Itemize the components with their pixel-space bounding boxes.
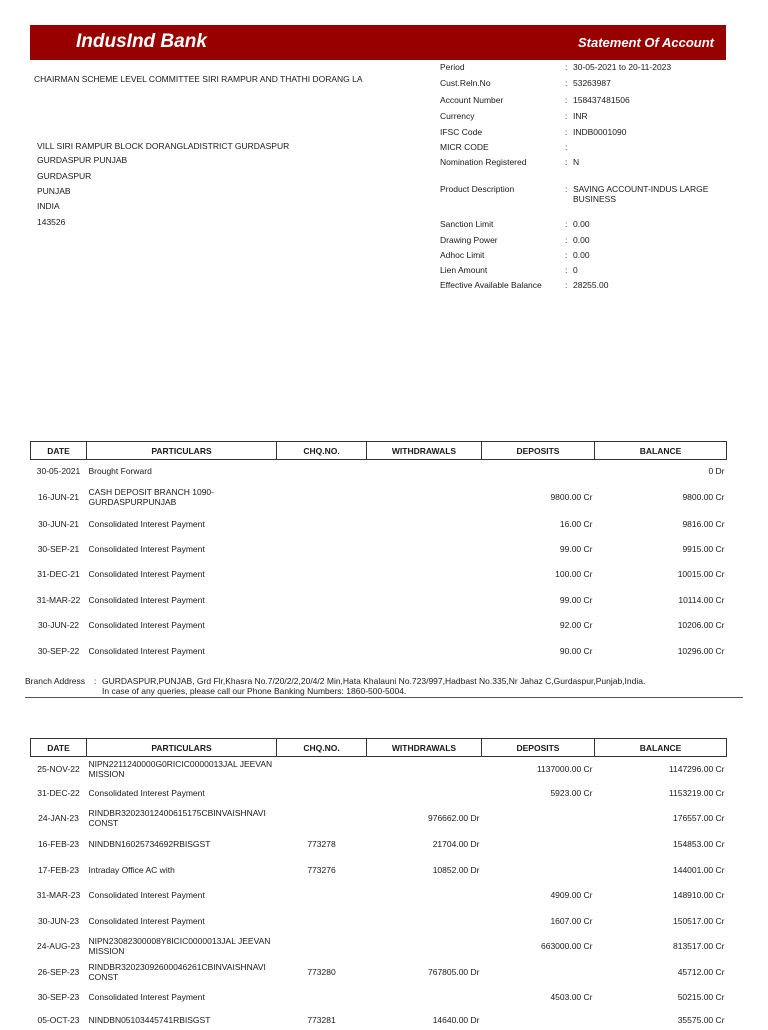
cell-chq-no: 773276 xyxy=(307,865,336,875)
cell-chq-no xyxy=(277,806,367,831)
cell-date: 31-MAR-22 xyxy=(36,594,81,605)
table-row xyxy=(31,512,727,537)
cell-deposit: 99.00 Cr xyxy=(559,594,593,605)
table-row xyxy=(31,985,727,1010)
cell-particulars: Brought Forward xyxy=(88,465,152,476)
cell-balance: 150517.00 Cr xyxy=(672,915,725,926)
table-row xyxy=(31,781,727,806)
column-header-withdrawals: WITHDRAWALS xyxy=(367,739,482,757)
cell-deposit: 4909.00 Cr xyxy=(550,890,593,900)
cell-chq-no xyxy=(277,587,367,613)
info-value: 0.00 xyxy=(573,250,590,260)
cell-date: 30-05-2021 xyxy=(36,465,81,476)
cell-date: 17-FEB-23 xyxy=(37,865,80,875)
cell-balance: 10206.00 Cr xyxy=(677,620,725,630)
cell-deposit: 90.00 Cr xyxy=(559,646,593,656)
info-value: 30-05-2021 to 20-11-2023 xyxy=(573,62,672,72)
cell-date: 25-NOV-22 xyxy=(37,763,80,774)
table-header-row xyxy=(31,739,727,757)
cell-balance: 0 Dr xyxy=(708,465,725,476)
cell-date: 26-SEP-23 xyxy=(37,966,80,977)
cell-date: 30-JUN-23 xyxy=(37,915,80,926)
cell-particulars: Consolidated Interest Payment xyxy=(88,915,205,926)
cell-balance: 1153219.00 Cr xyxy=(668,788,725,798)
info-label: IFSC Code xyxy=(440,127,483,137)
cell-withdrawal: 767805.00 Dr xyxy=(427,966,480,977)
cell-withdrawal: 21704.00 Dr xyxy=(432,839,480,849)
cell-balance: 45712.00 Cr xyxy=(677,966,725,977)
cell-balance: 10114.00 Cr xyxy=(678,594,725,605)
cell-chq-no xyxy=(277,537,367,562)
column-header-chq-no: CHQ.NO. xyxy=(277,442,367,460)
cell-deposit: 99.00 Cr xyxy=(559,544,593,554)
cell-balance: 9800.00 Cr xyxy=(682,491,725,502)
cell-withdrawal xyxy=(367,587,482,613)
table-row xyxy=(31,537,727,562)
cell-date: 31-MAR-23 xyxy=(36,890,81,900)
info-value: 0.00 xyxy=(573,219,590,229)
cell-date: 05-OCT-23 xyxy=(37,1014,80,1025)
cell-chq-no xyxy=(277,482,367,512)
table-row xyxy=(31,959,727,985)
branch-address-label: Branch Address xyxy=(25,676,86,686)
cell-balance: 50215.00 Cr xyxy=(677,992,725,1002)
cell-deposit: 100.00 Cr xyxy=(555,569,593,579)
document-title: Statement Of Account xyxy=(577,35,714,50)
cell-deposit xyxy=(482,858,595,883)
cell-balance: 10015.00 Cr xyxy=(677,569,725,579)
column-header-particulars: PARTICULARS xyxy=(87,739,277,757)
table-row xyxy=(31,806,727,831)
info-label: Currency xyxy=(440,111,475,121)
cell-withdrawal xyxy=(367,781,482,806)
cell-chq-no xyxy=(277,934,367,959)
info-value: INR xyxy=(573,111,588,121)
holder-address-line: GURDASPUR xyxy=(37,171,92,181)
cell-particulars: RINDBR32023092600046261CBINVAISHNAVI CONST xyxy=(88,961,266,982)
cell-withdrawal: 976662.00 Dr xyxy=(427,813,480,823)
cell-chq-no xyxy=(277,613,367,638)
cell-deposit xyxy=(482,959,595,985)
cell-chq-no: 773280 xyxy=(307,966,336,977)
cell-chq-no: 773281 xyxy=(307,1014,336,1025)
holder-address-line: GURDASPUR PUNJAB xyxy=(37,155,128,165)
cell-particulars: RINDBR32023012400615175CBINVAISHNAVI CONST xyxy=(88,808,266,828)
table-row xyxy=(31,858,727,883)
cell-particulars: NIPN23082300008Y8ICIC0000013JAL JEEVAN MISSION xyxy=(88,936,271,956)
info-value: 28255.00 xyxy=(573,280,609,290)
cell-particulars: NINDBN16025734692RBISGST xyxy=(88,839,211,849)
cell-date: 30-JUN-22 xyxy=(37,620,80,630)
cell-particulars: Consolidated Interest Payment xyxy=(88,992,205,1002)
cell-balance: 144001.00 Cr xyxy=(672,865,725,875)
table-row xyxy=(31,562,727,587)
info-label: Account Number xyxy=(440,95,504,105)
cell-withdrawal xyxy=(367,512,482,537)
info-label: Nomination Registered xyxy=(440,157,527,167)
cell-balance: 1147296.00 Cr xyxy=(668,763,725,774)
cell-chq-no xyxy=(277,562,367,587)
cell-withdrawal xyxy=(367,460,482,482)
holder-address-line: INDIA xyxy=(37,201,60,211)
info-label: Period xyxy=(440,62,465,72)
cell-date: 30-SEP-23 xyxy=(37,992,80,1002)
cell-particulars: Consolidated Interest Payment xyxy=(88,594,205,605)
cell-chq-no xyxy=(277,781,367,806)
cell-deposit xyxy=(482,806,595,831)
holder-address-line: VILL SIRI RAMPUR BLOCK DORANGLADISTRICT GURDASPUR xyxy=(37,141,290,151)
info-label: Cust.Reln.No xyxy=(440,78,491,88)
cell-deposit xyxy=(482,831,595,858)
holder-address-line: PUNJAB xyxy=(37,186,71,196)
info-label: Effective Available Balance xyxy=(440,280,542,290)
cell-chq-no xyxy=(277,985,367,1010)
cell-particulars: NIPN2211240000G0RICIC0000013JAL JEEVAN MISSION xyxy=(88,758,273,779)
cell-balance: 9915.00 Cr xyxy=(682,544,725,554)
cell-withdrawal xyxy=(367,908,482,934)
cell-chq-no: 773278 xyxy=(307,839,336,849)
table-header-row xyxy=(31,442,727,460)
cell-withdrawal xyxy=(367,638,482,665)
cell-particulars: Consolidated Interest Payment xyxy=(88,544,205,554)
cell-deposit xyxy=(482,1010,595,1030)
cell-chq-no xyxy=(277,460,367,482)
cell-chq-no xyxy=(277,883,367,908)
info-value: SAVING ACCOUNT-INDUS LARGE BUSINESS xyxy=(573,184,709,204)
cell-chq-no xyxy=(277,638,367,665)
table-row xyxy=(31,613,727,638)
cell-deposit: 9800.00 Cr xyxy=(550,491,593,502)
transactions-table xyxy=(30,441,727,665)
statement-header-bar xyxy=(30,25,726,60)
column-header-balance: BALANCE xyxy=(595,739,727,757)
cell-withdrawal xyxy=(367,482,482,512)
cell-date: 30-SEP-22 xyxy=(37,646,80,656)
table-row xyxy=(31,831,727,858)
cell-withdrawal xyxy=(367,934,482,959)
cell-particulars: Consolidated Interest Payment xyxy=(88,620,205,630)
cell-balance: 176557.00 Cr xyxy=(672,813,725,823)
cell-date: 24-AUG-23 xyxy=(37,941,80,951)
cell-balance: 35575.00 Cr xyxy=(677,1014,725,1025)
cell-deposit: 663000.00 Cr xyxy=(540,941,593,951)
cell-particulars: CASH DEPOSIT BRANCH 1090-GURDASPURPUNJAB xyxy=(88,486,214,507)
cell-deposit: 4503.00 Cr xyxy=(550,992,593,1002)
table-row xyxy=(31,482,727,512)
cell-particulars: Consolidated Interest Payment xyxy=(88,646,205,656)
cell-balance: 9816.00 Cr xyxy=(682,519,725,529)
info-label: MICR CODE xyxy=(440,142,489,152)
column-header-balance: BALANCE xyxy=(595,442,727,460)
holder-address-line: 143526 xyxy=(37,217,66,227)
account-holder-name: CHAIRMAN SCHEME LEVEL COMMITTEE SIRI RAMPUR AND THATHI DORANG LA xyxy=(34,74,363,84)
phone-banking-note: In case of any queries, please call our Phone Banking Numbers: 1860-500-5004. xyxy=(102,686,407,696)
info-value: INDB0001090 xyxy=(573,127,627,137)
cell-chq-no xyxy=(277,908,367,934)
info-value: 0 xyxy=(573,265,578,275)
cell-balance: 10296.00 Cr xyxy=(677,646,725,656)
info-label: Product Description xyxy=(440,184,515,194)
cell-withdrawal xyxy=(367,562,482,587)
cell-balance: 154853.00 Cr xyxy=(672,839,725,849)
cell-particulars: Consolidated Interest Payment xyxy=(88,569,205,579)
cell-withdrawal xyxy=(367,613,482,638)
cell-date: 31-DEC-21 xyxy=(37,569,80,579)
info-value: 0.00 xyxy=(573,235,590,245)
cell-deposit xyxy=(482,460,595,482)
cell-date: 16-JUN-21 xyxy=(37,491,80,502)
cell-deposit: 1607.00 Cr xyxy=(550,915,593,926)
cell-balance: 813517.00 Cr xyxy=(672,941,725,951)
table-row xyxy=(31,1010,727,1030)
table-row xyxy=(31,908,727,934)
cell-date: 30-SEP-21 xyxy=(37,544,80,554)
cell-withdrawal: 10852.00 Dr xyxy=(432,865,480,875)
info-label: Adhoc Limit xyxy=(440,250,485,260)
table-row xyxy=(31,587,727,613)
table-row xyxy=(31,638,727,665)
cell-deposit: 92.00 Cr xyxy=(559,620,593,630)
info-value: 53263987 xyxy=(573,78,611,88)
column-header-particulars: PARTICULARS xyxy=(87,442,277,460)
info-label: Sanction Limit xyxy=(440,219,494,229)
cell-chq-no xyxy=(277,512,367,537)
column-header-date: DATE xyxy=(31,442,87,460)
cell-particulars: Consolidated Interest Payment xyxy=(88,788,205,798)
cell-withdrawal xyxy=(367,537,482,562)
cell-date: 24-JAN-23 xyxy=(38,813,79,823)
cell-chq-no xyxy=(277,757,367,781)
table-row xyxy=(31,934,727,959)
bank-name: IndusInd Bank xyxy=(76,31,207,52)
table-row xyxy=(31,757,727,781)
cell-particulars: Intraday Office AC with xyxy=(88,865,175,875)
cell-balance: 148910.00 Cr xyxy=(672,890,725,900)
cell-date: 31-DEC-22 xyxy=(37,788,80,798)
cell-deposit: 5923.00 Cr xyxy=(550,788,593,798)
cell-particulars: Consolidated Interest Payment xyxy=(88,519,205,529)
cell-withdrawal xyxy=(367,985,482,1010)
cell-withdrawal: 14640.00 Dr xyxy=(432,1014,480,1025)
column-header-deposits: DEPOSITS xyxy=(482,442,595,460)
cell-withdrawal xyxy=(367,757,482,781)
column-header-withdrawals: WITHDRAWALS xyxy=(367,442,482,460)
cell-date: 16-FEB-23 xyxy=(37,839,80,849)
column-header-chq-no: CHQ.NO. xyxy=(277,739,367,757)
cell-deposit: 1137000.00 Cr xyxy=(536,763,593,774)
cell-date: 30-JUN-21 xyxy=(37,519,80,529)
column-header-deposits: DEPOSITS xyxy=(482,739,595,757)
column-header-date: DATE xyxy=(31,739,87,757)
info-label: Drawing Power xyxy=(440,235,498,245)
info-label: Lien Amount xyxy=(440,265,488,275)
transactions-table xyxy=(30,738,727,1030)
cell-particulars: Consolidated Interest Payment xyxy=(88,890,205,900)
cell-withdrawal xyxy=(367,883,482,908)
info-value: 158437481506 xyxy=(573,95,630,105)
page-divider xyxy=(25,697,743,698)
table-row xyxy=(31,883,727,908)
info-value: N xyxy=(573,157,580,167)
branch-address-value: GURDASPUR,PUNJAB, Grd Flr,Khasra No.7/20/2/2,20/4/2 Min,Hata Khalauni No.723/997,Hadbast No.335,Nr Jahaz C,Gurdaspur,Punjab,India. xyxy=(102,676,646,686)
table-row xyxy=(31,460,727,482)
cell-deposit: 16.00 Cr xyxy=(559,519,593,529)
cell-particulars: NINDBN05103445741RBISGST xyxy=(88,1014,211,1025)
